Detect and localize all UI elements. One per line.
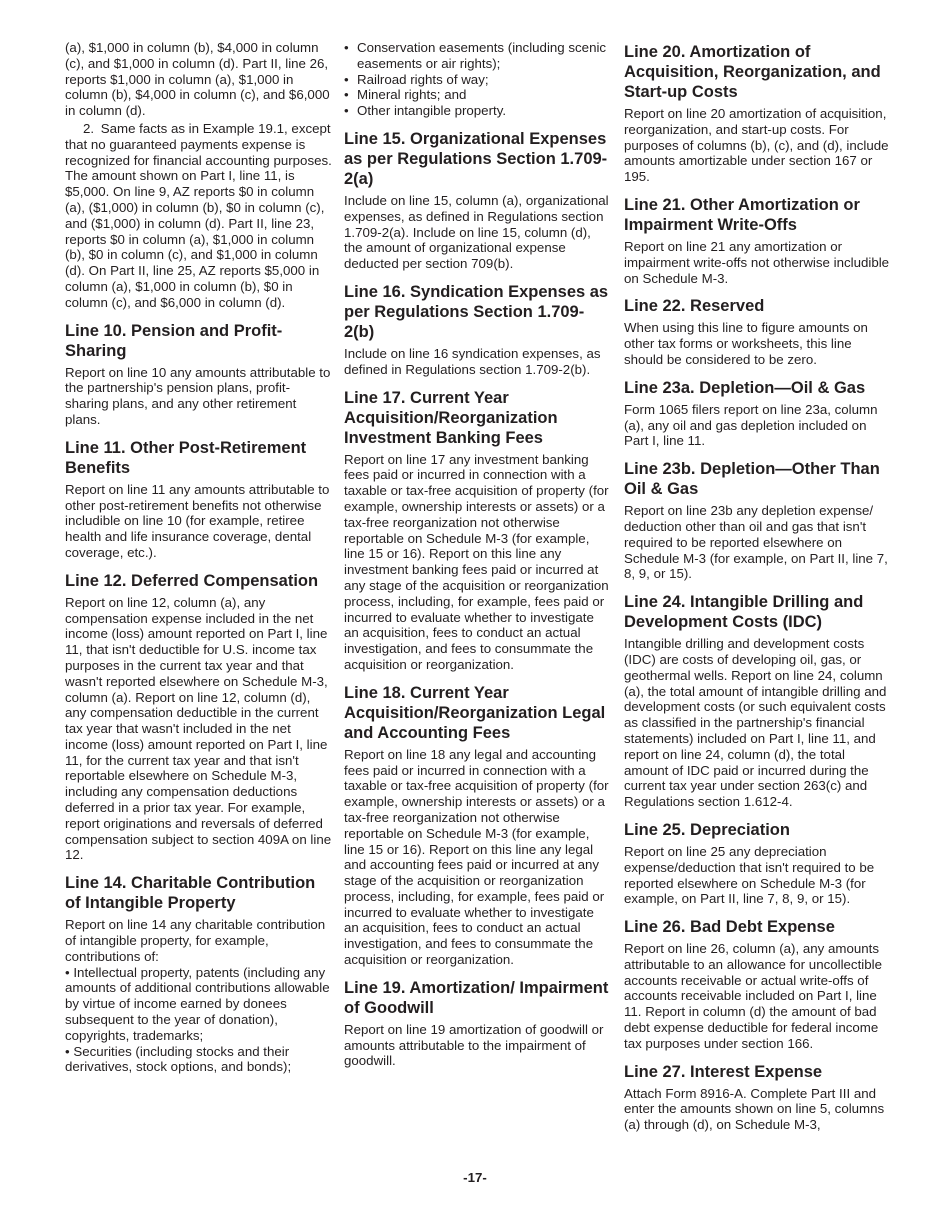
line21-text: Report on line 21 any amortization or impairment write-offs not otherwise includible on Schedule M-3.	[624, 238, 890, 286]
line26-text: Report on line 26, column (a), any amounts attributable to an allowance for uncollectible accounts receivable or actual write-offs of accounts receivable included on Part I, line 11. Report in column (d) the amount of bad debt expense deductible for federal income tax purposes under section 166.	[624, 941, 882, 1051]
line16-text: Include on line 16 syndication expenses, as defined in Regulations section 1.709-2(b).	[344, 345, 601, 377]
line15-text: Include on line 15, column (a), organizational expenses, as defined in Regulations section 1.709-2(a). Include on line 15, column (d), the amount of organizational expense deducted per section 709(b).	[344, 192, 609, 272]
list-item: • Mineral rights; and	[344, 87, 612, 103]
list-item: • Conservation easements (including scenic easements or air rights);	[344, 40, 612, 72]
line26-heading: Line 26. Bad Debt Expense	[624, 918, 835, 937]
line11-text: Report on line 11 any amounts attributable to other post-retirement benefits not otherwise includible on line 10 (for example, retiree health and life insurance coverage, dental coverage, etc.).	[65, 481, 330, 560]
line27-heading: Line 27. Interest Expense	[624, 1062, 823, 1081]
line22-text: When using this line to figure amounts on other tax forms or worksheets, this line should be considered to be zero.	[624, 320, 868, 367]
line10-heading: Line 10. Pension and Profit-Sharing	[65, 321, 283, 360]
line23b-text: Report on line 23b any depletion expense/ deduction other than oil and gas that isn't required to be reported elsewhere on Schedule M-3 (for example, on Part II, line 7, 8, 9, or 15).	[624, 503, 888, 582]
bullet-icon: •	[65, 964, 70, 980]
line23a-text: Form 1065 filers report on line 23a, column (a), any oil and gas depletion included on Part I, line 11.	[624, 401, 878, 449]
line12-heading: Line 12. Deferred Compensation	[65, 571, 319, 590]
line25-text: Report on line 25 any depreciation expense/deduction that isn't required to be reported elsewhere on Schedule M-3 (for example, on Part II, line 7, 8, 9, or 15).	[624, 843, 875, 907]
line16-heading: Line 16. Syndication Expenses as per Regulations Section 1.709-2(b)	[344, 282, 609, 341]
list-item	[65, 1044, 333, 1076]
column-2	[344, 40, 612, 1069]
line19-text: Report on line 19 amortization of goodwill or amounts attributable to the impairment of goodwill.	[344, 1021, 604, 1069]
line23b-heading: Line 23b. Depletion—Other Than Oil & Gas	[624, 460, 880, 499]
line15-heading: Line 15. Organizational Expenses as per Regulations Section 1.709-2(a)	[344, 129, 608, 188]
list-item-text: Intellectual property, patents (including any amounts of additional contributions allowable by virtue of income earned by donees subsequent to the year of donation), copyrights, trademarks;	[65, 964, 330, 1043]
line17-heading: Line 17. Current Year Acquisition/Reorganization Investment Banking Fees	[344, 388, 558, 447]
line25-heading: Line 25. Depreciation	[624, 820, 790, 839]
line22-heading: Line 22. Reserved	[624, 297, 765, 316]
line20-heading: Line 20. Amortization of Acquisition, Reorganization, and Start-up Costs	[624, 43, 881, 101]
line12-text: Report on line 12, column (a), any compensation expense included in the net income (loss) amount reported on Part I, line 11, that isn't deductible for U.S. income tax purposes in the current tax year and that wasn't reported elsewhere on Schedule M-3, column (a). Report on line 12, column (d), any compensation deductible in the current tax year that wasn't included in the net income (loss) amount reported on Part I, line 11, for the current tax year and that isn't reportable elsewhere on Schedule M-3, including any compensation deductions deferred in a prior tax year. For example, report originations and reversals of deferred compensation subject to section 409A on line 12.	[65, 594, 332, 863]
line17-text: Report on line 17 any investment banking fees paid or incurred in connection with a taxable or tax-free acquisition of property (for example, ownership interests or assets) or a tax-free reorganization not otherwise reportable on Schedule M-3 (for example, line 15 or 16). Report on this line any investment banking fees paid or incurred at any stage of the acquisition or reorganization process, including, for example, fees paid or incurred to evaluate whether to investigate an acquisition, fees to conduct an actual investigation, and fees to consummate the acquisition or reorganization.	[344, 451, 609, 672]
line24-heading: Line 24. Intangible Drilling and Development Costs (IDC)	[624, 593, 864, 632]
column-3	[624, 40, 892, 1133]
line24-text: Intangible drilling and development costs (IDC) are costs of developing oil, gas, or geothermal wells. Report on line 24, column (a), the total amount of intangible drilling and development costs (or such equivalent costs as classified in the partnership's financial statements) included on Part I, line 11, and report on line 24, column (d), the total amount of IDC paid or incurred during the current tax year under section 263(c) and Regulations section 1.612-4.	[624, 636, 887, 810]
line21-heading: Line 21. Other Amortization or Impairment Write-Offs	[624, 195, 860, 234]
bullet-icon: •	[65, 1043, 70, 1059]
line19-heading: Line 19. Amortization/ Impairment of Goodwill	[344, 978, 609, 1017]
intro-paragraph-2: 2. Same facts as in Example 19.1, except that no guaranteed payments expense is recognized for financial accounting purposes. The amount shown on Part I, line 11, is $5,000. On line 9, AZ reports $0 in column (a), ($1,000) in column (b), $0 in column (c), and ($1,000) in column (d). Part II, line 23, reports $0 in column (a), $1,000 in column (b), $0 in column (c), and $1,000 in column (d). On Part II, line 25, AZ reports $5,000 in column (a), $1,000 in column (b), $0 in column (c), and $6,000 in column (d).	[65, 120, 332, 310]
line23a-heading: Line 23a. Depletion—Oil & Gas	[624, 378, 866, 397]
line14-text: Report on line 14 any charitable contribution of intangible property, for example, contributions of:	[65, 917, 326, 964]
list-item: • Railroad rights of way;	[344, 72, 612, 88]
line27-text: Attach Form 8916-A. Complete Part III and enter the amounts shown on line 5, columns (a) through (d), on Schedule M-3,	[624, 1085, 885, 1133]
page-number: -17-	[463, 1170, 487, 1185]
line20-text: Report on line 20 amortization of acquisition, reorganization, and start-up costs. For purposes of columns (b), (c), and (d), include amounts amortizable under section 167 or 195.	[624, 106, 889, 185]
list-item-text: Securities (including stocks and their derivatives, stock options, and bonds);	[65, 1043, 292, 1075]
list-item: • Other intangible property.	[344, 103, 612, 119]
intro-paragraph-1: (a), $1,000 in column (b), $4,000 in column (c), and $1,000 in column (d). Part II, line 26, reports $1,000 in column (a), $1,000 in column (b), $4,000 in column (c), and $6,000 in column (d).	[65, 40, 330, 119]
line18-heading: Line 18. Current Year Acquisition/Reorganization Legal and Accounting Fees	[344, 683, 606, 742]
list-item	[65, 965, 333, 1044]
line11-heading: Line 11. Other Post-Retirement Benefits	[65, 438, 307, 477]
line10-text: Report on line 10 any amounts attributable to the partnership's pension plans, profit-sharing plans, and any other retirement plans.	[65, 364, 331, 427]
column-1	[65, 40, 333, 1075]
line14-heading: Line 14. Charitable Contribution of Intangible Property	[65, 874, 316, 913]
line18-text: Report on line 18 any legal and accounting fees paid or incurred in connection with a taxable or tax-free acquisition of property (for example, ownership interests or assets) or a tax-free reorganization not otherwise reportable on Schedule M-3 (for example, line 15 or 16). Report on this line any legal and accounting fees paid or incurred at any stage of the acquisition or reorganization process, including, for example, fees paid or incurred to evaluate whether to investigate an acquisition, fees to conduct an actual investigation, and fees to consummate the acquisition or reorganization.	[344, 746, 609, 968]
